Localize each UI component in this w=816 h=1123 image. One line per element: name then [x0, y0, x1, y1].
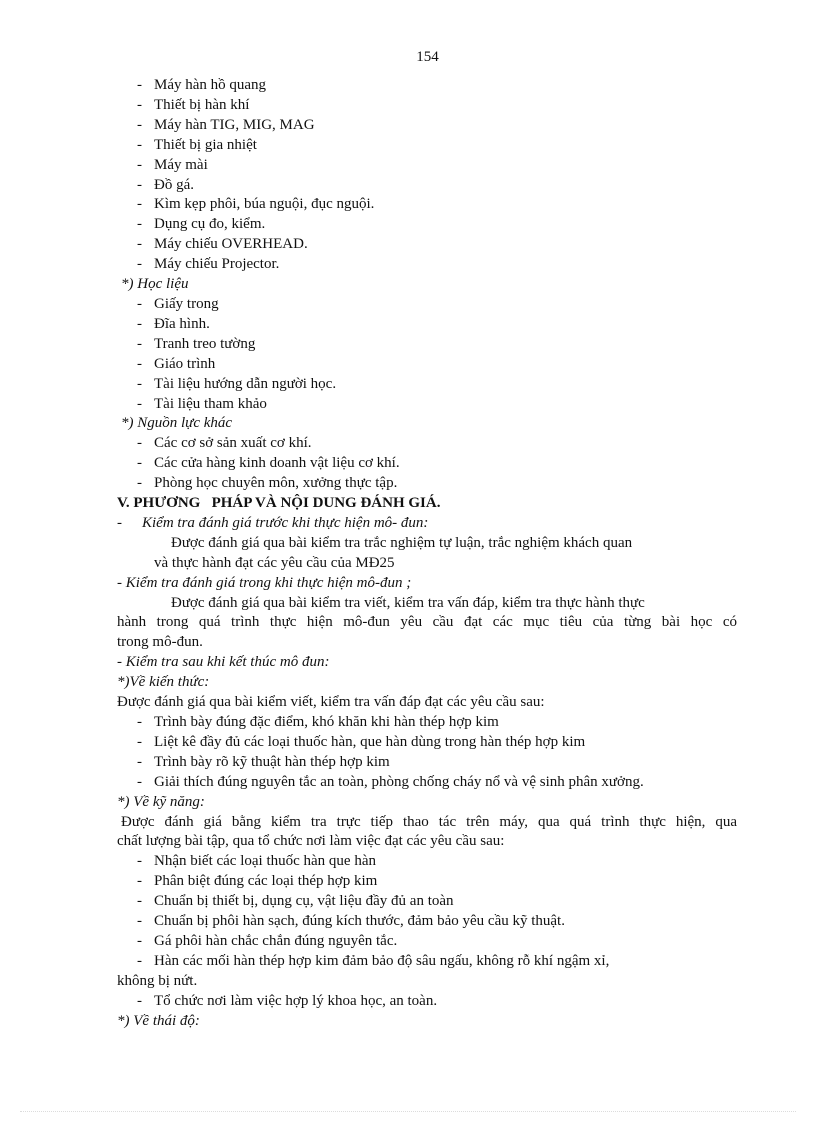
list-item: - Máy hàn TIG, MIG, MAG: [137, 116, 315, 133]
before-heading: - Kiểm tra đánh giá trước khi thực hiện mô- đun:: [117, 514, 429, 531]
attitude-heading: *) Về thái độ:: [117, 1012, 200, 1029]
paragraph-line: Được đánh giá bằng kiểm tra trực tiếp thao tác trên máy, qua quá trình thực hiện, qua: [121, 813, 737, 830]
list-item: - Tranh treo tường: [137, 335, 256, 352]
paragraph-line: và thực hành đạt các yêu cầu của MĐ25: [154, 554, 395, 571]
list-item: - Tài liệu tham khảo: [137, 395, 267, 412]
skills-list: [117, 852, 737, 1011]
paragraph-line: Được đánh giá qua bài kiểm viết, kiểm tra vấn đáp đạt các yêu cầu sau:: [117, 694, 545, 711]
list-item: - Thiết bị gia nhiệt: [137, 136, 257, 153]
list-item: - Nhận biết các loại thuốc hàn que hàn: [137, 853, 376, 870]
skills-heading: *) Về kỹ năng:: [117, 793, 205, 810]
list-item: - Thiết bị hàn khí: [137, 96, 250, 113]
section-title: V. PHƯƠNG PHÁP VÀ NỘI DUNG ĐÁNH GIÁ.: [117, 495, 441, 512]
list-item: - Giấy trong: [137, 295, 219, 312]
list-item: - Máy mài: [137, 156, 208, 173]
list-item: - Đĩa hình.: [137, 315, 210, 332]
list-item: - Gá phôi hàn chắc chắn đúng nguyên tắc.: [137, 932, 398, 949]
page-bottom-divider: [20, 1111, 796, 1112]
page-number: 154: [416, 49, 439, 65]
list-item: - Tài liệu hướng dẫn người học.: [137, 375, 337, 392]
hoc-lieu-heading: *) Học liệu: [121, 276, 189, 293]
list-item: - Máy chiếu OVERHEAD.: [137, 236, 308, 253]
after-heading: - Kiểm tra sau khi kết thúc mô đun:: [117, 654, 330, 671]
knowledge-list: [117, 713, 737, 793]
list-item: - Máy chiếu Projector.: [137, 256, 280, 273]
hoc-lieu-list: [117, 295, 737, 414]
list-item: - Máy hàn hồ quang: [137, 77, 267, 93]
list-item: - Trình bày đúng đặc điểm, khó khăn khi hàn thép hợp kim: [137, 714, 499, 730]
list-item: - Liệt kê đầy đủ các loại thuốc hàn, que hàn dùng trong hàn thép hợp kim: [137, 733, 586, 750]
list-item: - Đồ gá.: [137, 176, 194, 193]
list-item: - Phòng học chuyên môn, xưởng thực tập.: [137, 475, 398, 492]
list-item: - Giáo trình: [137, 355, 216, 372]
list-item: - Các cửa hàng kinh doanh vật liệu cơ khí.: [137, 455, 400, 472]
list-item: - Giải thích đúng nguyên tắc an toàn, phòng chống cháy nổ và vệ sinh phân xưởng.: [137, 773, 644, 790]
list-item-continuation: không bị nứt.: [117, 972, 198, 989]
nguon-luc-list: [117, 434, 737, 494]
list-item: - Tổ chức nơi làm việc hợp lý khoa học, an toàn.: [137, 992, 438, 1009]
equipment-list: [117, 76, 737, 275]
paragraph-line: hành trong quá trình thực hiện mô-đun yêu cầu đạt các mục tiêu của từng bài học có: [117, 614, 737, 631]
paragraph-line: Được đánh giá qua bài kiểm tra trắc nghiệm tự luận, trắc nghiệm khách quan: [171, 534, 633, 551]
list-item: - Chuẩn bị phôi hàn sạch, đúng kích thước, đảm bảo yêu cầu kỹ thuật.: [137, 913, 565, 930]
knowledge-heading: *)Về kiến thức:: [117, 674, 210, 691]
list-item: - Chuẩn bị thiết bị, dụng cụ, vật liệu đầy đủ an toàn: [137, 893, 454, 910]
list-item: - Phân biệt đúng các loại thép hợp kim: [137, 873, 378, 890]
during-heading: - Kiểm tra đánh giá trong khi thực hiện mô-đun ;: [117, 574, 412, 591]
nguon-luc-heading: *) Nguồn lực khác: [121, 415, 233, 432]
page-content: [117, 76, 737, 1032]
paragraph-line: Được đánh giá qua bài kiểm tra viết, kiểm tra vấn đáp, kiểm tra thực hành thực: [171, 594, 645, 611]
paragraph-line: chất lượng bài tập, qua tổ chức nơi làm việc đạt các yêu cầu sau:: [117, 833, 505, 850]
list-item: - Trình bày rõ kỹ thuật hàn thép hợp kim: [137, 753, 390, 770]
list-item: - Các cơ sở sản xuất cơ khí.: [137, 435, 312, 452]
list-item: - Hàn các mối hàn thép hợp kim đảm bảo độ sâu ngấu, không rỗ khí ngậm xỉ,: [137, 952, 610, 969]
paragraph-line: trong mô-đun.: [117, 634, 203, 651]
list-item: - Kìm kẹp phôi, búa nguội, đục nguội.: [137, 196, 375, 213]
list-item: - Dụng cụ đo, kiểm.: [137, 216, 266, 233]
